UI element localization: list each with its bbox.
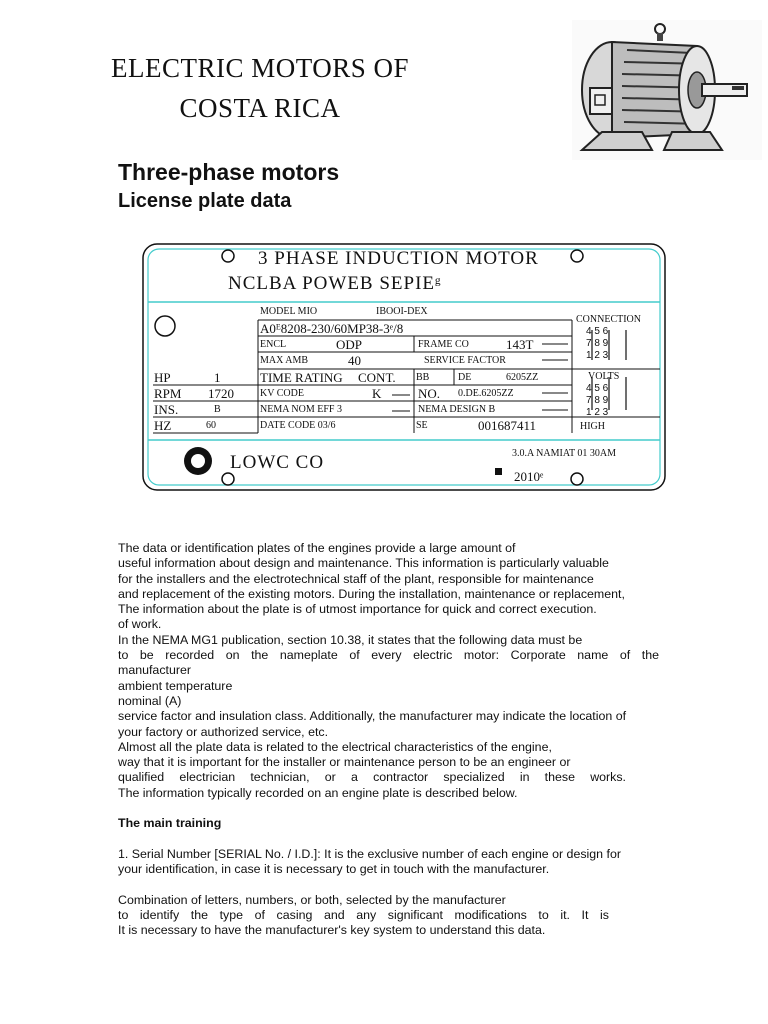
text-line: It is necessary to have the manufacturer's key system to understand this data. bbox=[118, 923, 546, 938]
connection-low-bot: 1 2 3 bbox=[586, 350, 609, 361]
connection-low-top: 4 5 6 bbox=[586, 326, 609, 337]
paragraph-gap bbox=[118, 801, 691, 816]
plate-rpm-value: 1720 bbox=[208, 386, 234, 401]
text-line: and replacement of the existing motors. During the installation, maintenance or replacement, bbox=[118, 586, 625, 601]
plate-year: 2010ᵉ bbox=[514, 469, 544, 484]
text-line: manufacturer bbox=[118, 663, 192, 678]
plate-title-line-1: 3 PHASE INDUCTION MOTOR bbox=[258, 248, 539, 269]
text-line: The information typically recorded on an engine plate is described below. bbox=[118, 785, 518, 800]
plate-frame-value: 143T bbox=[506, 337, 534, 352]
subtitle-license-plate-data: License plate data bbox=[118, 190, 292, 212]
text-line: of work. bbox=[118, 617, 162, 632]
plate-de-label: DE bbox=[458, 372, 472, 383]
motor-nameplate bbox=[140, 240, 670, 495]
text-line: way that it is important for the installer or maintenance person to be an engineer or bbox=[118, 755, 571, 770]
text-line: In the NEMA MG1 publication, section 10.38, it states that the following data must be bbox=[118, 632, 583, 647]
plate-no-label: NO. bbox=[418, 386, 441, 401]
plate-nema-design-label: NEMA DESIGN B bbox=[418, 404, 496, 415]
plate-high-label: HIGH bbox=[580, 421, 605, 432]
text-line: useful information about design and maintenance. This information is particularly valuable bbox=[118, 556, 609, 571]
plate-encl-label: ENCL bbox=[260, 339, 287, 350]
connection-low-mid: 7 8 9 bbox=[586, 338, 609, 349]
title-line-1: ELECTRIC MOTORS OF bbox=[110, 53, 410, 83]
plate-de-value: 6205ZZ bbox=[506, 372, 539, 383]
plate-model-number: A0ᴱ8208-230/60MP38-3ᵉ/8 bbox=[260, 321, 404, 336]
plate-hp-label: HP bbox=[154, 370, 171, 385]
paragraph-gap bbox=[118, 878, 691, 893]
plate-connection-label: CONNECTION bbox=[576, 314, 641, 325]
title-line-2: COSTA RICA bbox=[179, 93, 341, 123]
plate-kva-code-label: KV CODE bbox=[260, 388, 304, 399]
text-line: The information about the plate is of utmost importance for quick and correct execution. bbox=[118, 602, 597, 617]
plate-manufacturer: LOWC CO bbox=[230, 452, 325, 473]
plate-service-factor-label: SERVICE FACTOR bbox=[424, 355, 506, 366]
subtitle-block bbox=[118, 157, 339, 215]
plate-bb-label: BB bbox=[416, 372, 430, 383]
plate-time-rating-value: CONT. bbox=[358, 370, 396, 385]
text-line: 1. Serial Number [SERIAL No. / I.D.]: It is the exclusive number of each engine or design for bbox=[118, 846, 621, 861]
plate-model-label: MODEL MIO bbox=[260, 306, 318, 317]
plate-serial-value: 001687411 bbox=[478, 418, 537, 433]
section-heading: The main training bbox=[118, 816, 222, 831]
plate-date-code-label: DATE CODE 03/6 bbox=[260, 420, 336, 431]
plate-hz-value: 60 bbox=[206, 420, 216, 431]
text-line: ambient temperature bbox=[118, 678, 233, 693]
connection-high-mid: 7 8 9 bbox=[586, 395, 609, 406]
text-line: to identify the type of casing and any significant modifications to it. It is bbox=[118, 908, 609, 923]
connection-high-top: 4 5 6 bbox=[586, 383, 609, 394]
plate-ins-label: INS. bbox=[154, 402, 179, 417]
plate-title-line-2: NCLBA POWEB SEPIEᵍ bbox=[228, 273, 442, 294]
body-text bbox=[118, 541, 691, 939]
electric-motor-illustration bbox=[572, 20, 762, 160]
text-line: The data or identification plates of the engines provide a large amount of bbox=[118, 541, 516, 555]
text-line: Almost all the plate data is related to the electrical characteristics of the engine, bbox=[118, 739, 552, 754]
plate-max-amb-value: 40 bbox=[348, 353, 361, 368]
plate-ode-value: 0.DE.6205ZZ bbox=[458, 388, 514, 399]
text-line: your factory or authorized service, etc. bbox=[118, 724, 329, 739]
text-line: Combination of letters, numbers, or both, selected by the manufacturer bbox=[118, 892, 506, 907]
plate-volts-label: VOLTS bbox=[588, 371, 620, 382]
paragraph-gap bbox=[118, 832, 691, 847]
plate-nema-label: NEMA NOM EFF 3 bbox=[260, 404, 342, 415]
text-line: to be recorded on the nameplate of every electric motor: Corporate name of the bbox=[118, 648, 659, 663]
plate-time-rating-label: TIME RATING bbox=[260, 370, 343, 385]
plate-model-no-label: IBOOI-DEX bbox=[376, 306, 428, 317]
plate-hp-value: 1 bbox=[214, 370, 221, 385]
plate-kva-code-value: K bbox=[372, 386, 382, 401]
plate-frame-label: FRAME CO bbox=[418, 339, 469, 350]
text-line: service factor and insulation class. Additionally, the manufacturer may indicate the location of bbox=[118, 709, 627, 724]
plate-hz-label: HZ bbox=[154, 418, 172, 433]
text-line: qualified electrician technician, or a contractor specialized in these works. bbox=[118, 770, 626, 785]
plate-encl-value: ODP bbox=[336, 337, 363, 352]
plate-max-amb-label: MAX AMB bbox=[260, 355, 309, 366]
plate-rpm-label: RPM bbox=[154, 386, 182, 401]
plate-made-in: 3.0.A NAMIAT 01 30AM bbox=[512, 448, 616, 459]
connection-high-bot: 1 2 3 bbox=[586, 407, 609, 418]
subtitle-three-phase-motors: Three-phase motors bbox=[118, 159, 340, 185]
plate-ins-value: B bbox=[214, 404, 221, 415]
text-line: for the installers and the electrotechnical staff of the plant, responsible for maintenance bbox=[118, 571, 594, 586]
text-line: your identification, in case it is necessary to get in touch with the manufacturer. bbox=[118, 862, 550, 877]
text-line: nominal (A) bbox=[118, 693, 182, 708]
plate-se-label: SE bbox=[416, 420, 428, 431]
document-title bbox=[70, 48, 450, 128]
